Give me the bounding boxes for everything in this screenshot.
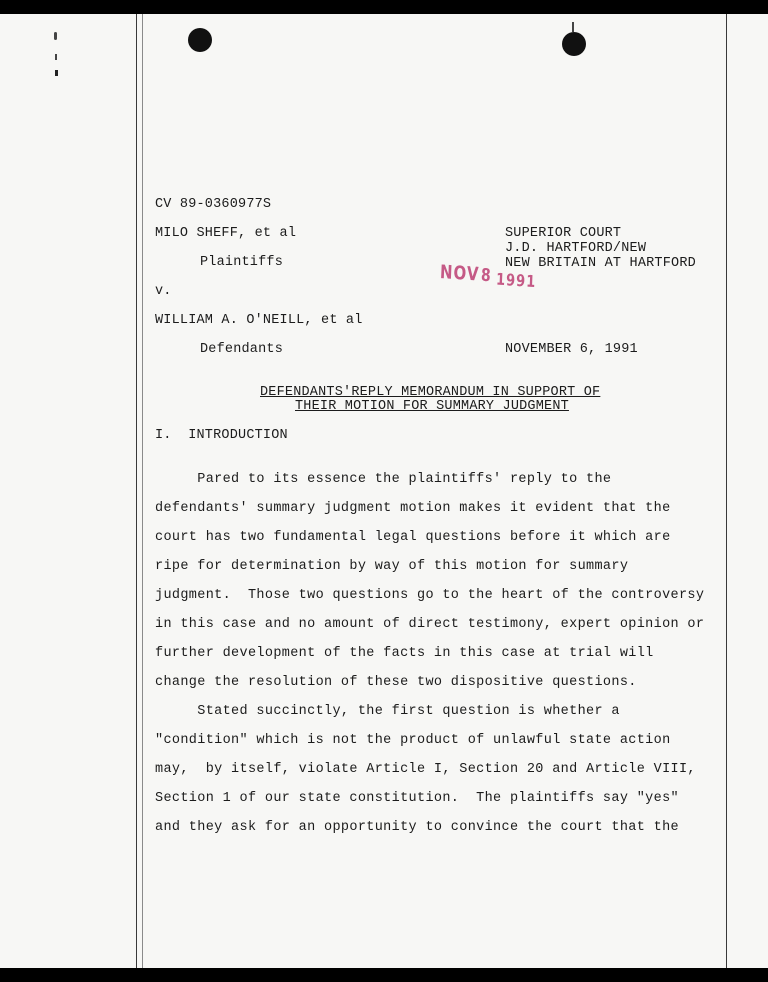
received-stamp-day: 8 <box>480 265 493 287</box>
plaintiff-role: Plaintiffs <box>200 255 284 270</box>
body-line: Stated succinctly, the first question is whether a <box>155 704 620 719</box>
body-line: change the resolution of these two dispositive questions. <box>155 675 637 690</box>
body-line: further development of the facts in this case at trial will <box>155 646 654 661</box>
right-margin-rule <box>726 14 727 968</box>
body-line: in this case and no amount of direct testimony, expert opinion or <box>155 617 705 632</box>
body-line: judgment. Those two questions go to the heart of the controversy <box>155 588 705 603</box>
body-line: and they ask for an opportunity to convince the court that the <box>155 820 679 835</box>
body-line: ripe for determination by way of this motion for summary <box>155 559 629 574</box>
section-heading: I. INTRODUCTION <box>155 428 288 443</box>
document-page <box>0 14 768 968</box>
defendant-party: WILLIAM A. O'NEILL, et al <box>155 313 363 328</box>
body-line: Section 1 of our state constitution. The plaintiffs say "yes" <box>155 791 679 806</box>
punch-hole-mark <box>572 22 574 32</box>
court-line-1: SUPERIOR COURT <box>505 226 622 241</box>
document-date: NOVEMBER 6, 1991 <box>505 342 638 357</box>
court-line-3: NEW BRITAIN AT HARTFORD <box>505 256 696 271</box>
body-line: Pared to its essence the plaintiffs' reply to the <box>155 472 612 487</box>
left-margin-rule <box>136 14 137 968</box>
left-margin-rule-inner <box>142 14 143 968</box>
scan-mark <box>54 32 57 40</box>
body-line: may, by itself, violate Article I, Section 20 and Article VIII, <box>155 762 696 777</box>
case-number: CV 89-0360977S <box>155 197 272 212</box>
body-line: defendants' summary judgment motion makes it evident that the <box>155 501 671 516</box>
punch-hole-right <box>562 32 586 56</box>
received-stamp-year: 1991 <box>495 270 537 293</box>
title-line-1: DEFENDANTS'REPLY MEMORANDUM IN SUPPORT OF <box>260 385 601 400</box>
title-line-2: THEIR MOTION FOR SUMMARY JUDGMENT <box>295 399 569 414</box>
scan-mark <box>55 70 58 76</box>
body-line: court has two fundamental legal questions before it which are <box>155 530 671 545</box>
versus: v. <box>155 284 172 299</box>
body-line: "condition" which is not the product of unlawful state action <box>155 733 671 748</box>
plaintiff-party: MILO SHEFF, et al <box>155 226 297 241</box>
court-line-2: J.D. HARTFORD/NEW <box>505 241 647 256</box>
scan-mark <box>55 54 57 60</box>
punch-hole-left <box>188 28 212 52</box>
defendant-role: Defendants <box>200 342 284 357</box>
received-stamp-month: NOV <box>439 260 480 286</box>
